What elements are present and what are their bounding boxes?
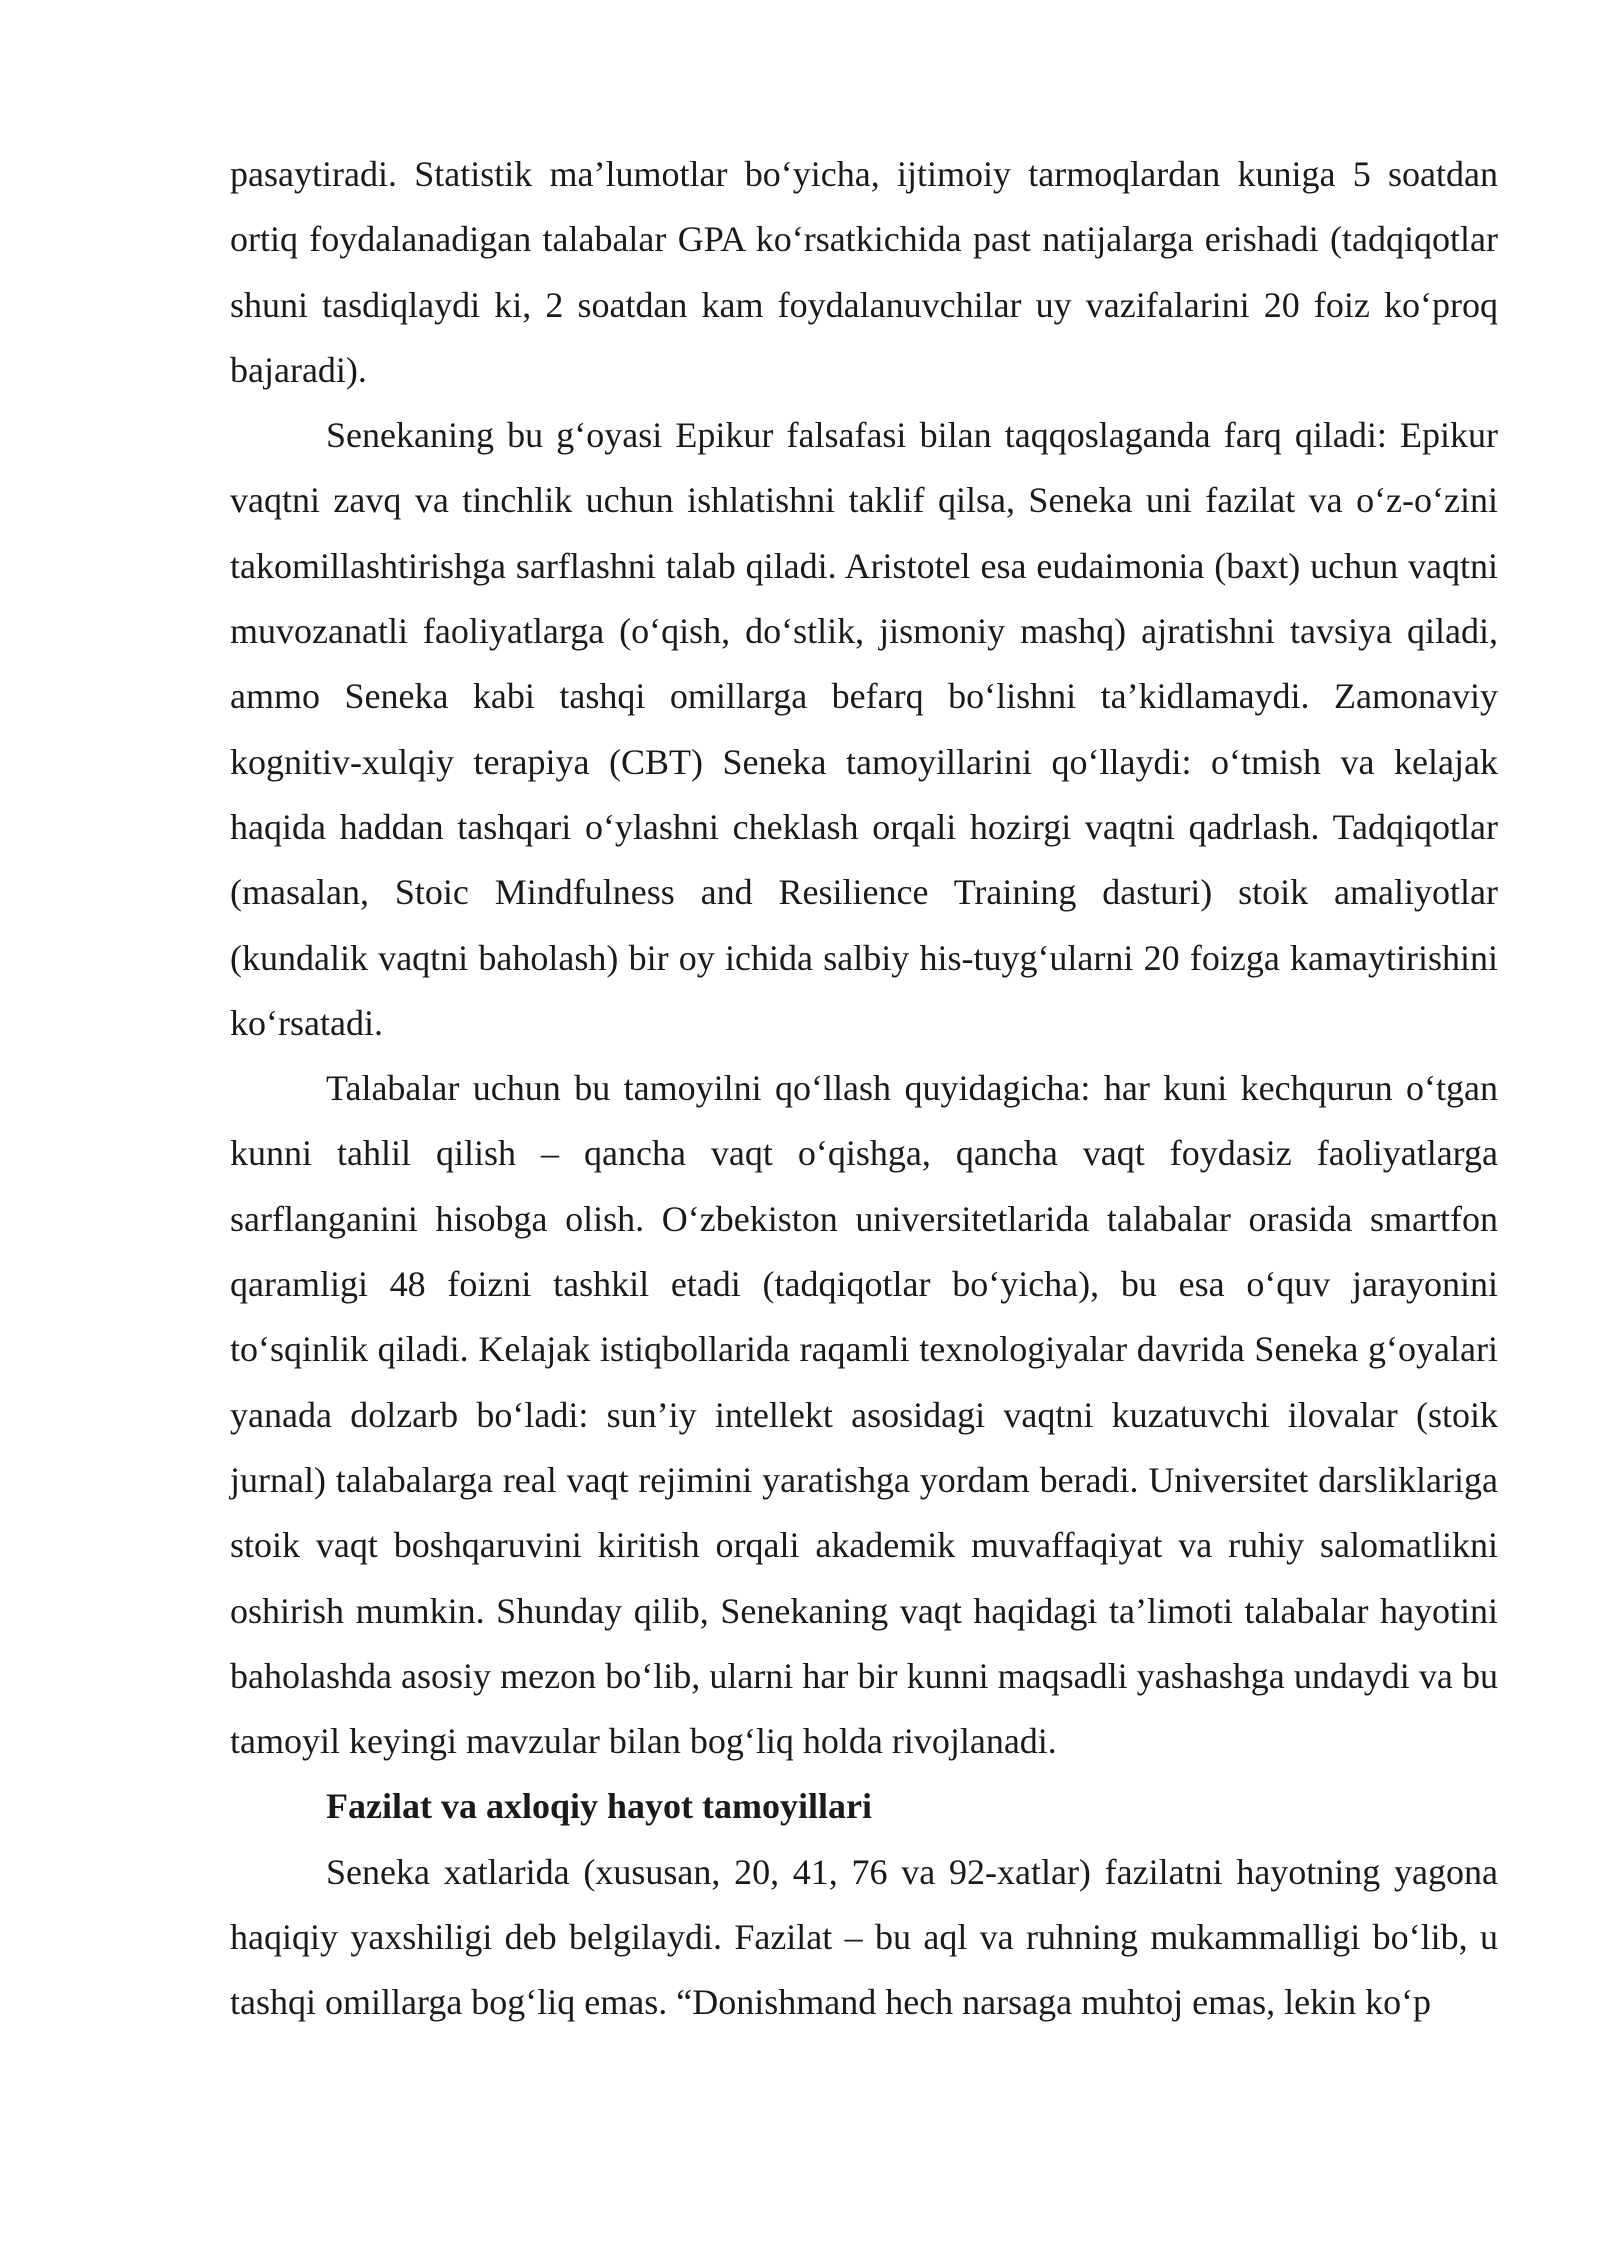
paragraph-virtue: Seneka xatlarida (xususan, 20, 41, 76 va 92-xatlar) fazilatni hayotning yagona haqiqiy yaxshiligi deb belgilaydi. Fazilat – bu aql va ruhning mukammalligi bo‘lib, u tashqi omillarga bog‘liq emas. “Donishmand hech narsaga muhtoj emas, lekin ko‘p bbox=[230, 1851, 1498, 2023]
paragraph-seneca-epicurus: Senekaning bu g‘oyasi Epikur falsafasi bilan taqqoslaganda farq qiladi: Epikur vaqtni zavq va tinchlik uchun ishlatishni taklif qilsa, Seneka uni fazilat va o‘z-o‘zini takomillashtirishga sarflashni talab qiladi. Aristotel esa eudaimonia (baxt) uchun vaqtni muvozanatli faoliyatlarga (o‘qish, do‘stlik, jismoniy mashq) ajratishni tavsiya qiladi, ammo Seneka kabi tashqi omillarga befarq bo‘lishni ta’kidlamaydi. Zamonaviy kognitiv-xulqiy terapiya (CBT) Seneka tamoyillarini qo‘llaydi: o‘tmish va kelajak haqida haddan tashqari o‘ylashni cheklash orqali hozirgi vaqtni qadrlash. Tadqiqotlar (masalan, Stoic Mindfulness and Resilience Training dasturi) stoik amaliyotlar (kundalik vaqtni baholash) bir oy ichida salbiy his-tuyg‘ularni 20 foizga kamaytirishini ko‘rsatadi. bbox=[230, 415, 1498, 1043]
document-page bbox=[230, 142, 1498, 2036]
section-heading: Fazilat va axloqiy hayot tamoyillari bbox=[326, 1786, 872, 1827]
paragraph-students-application: Talabalar uchun bu tamoyilni qo‘llash quyidagicha: har kuni kechqurun o‘tgan kunni tahlil qilish – qancha vaqt o‘qishga, qancha vaqt foydasiz faoliyatlarga sarflanganini hisobga olish. O‘zbekiston universitetlarida talabalar orasida smartfon qaramligi 48 foizni tashkil etadi (tadqiqotlar bo‘yicha), bu esa o‘quv jarayonini to‘sqinlik qiladi. Kelajak istiqbollarida raqamli texnologiyalar davrida Seneka g‘oyalari yanada dolzarb bo‘ladi: sun’iy intellekt asosidagi vaqtni kuzatuvchi ilovalar (stoik jurnal) talabalarga real vaqt rejimini yaratishga yordam beradi. Universitet darsliklariga stoik vaqt boshqaruvini kiritish orqali akademik muvaffaqiyat va ruhiy salomatlikni oshirish mumkin. Shunday qilib, Senekaning vaqt haqidagi ta’limoti talabalar hayotini baholashda asosiy mezon bo‘lib, ularni har bir kunni maqsadli yashashga undaydi va bu tamoyil keyingi mavzular bilan bog‘liq holda rivojlanadi. bbox=[230, 1068, 1498, 1762]
paragraph-continuation: pasaytiradi. Statistik ma’lumotlar bo‘yicha, ijtimoiy tarmoqlardan kuniga 5 soatdan ortiq foydalanadigan talabalar GPA ko‘rsatkichida past natijalarga erishadi (tadqiqotlar shuni tasdiqlaydi ki, 2 soatdan kam foydalanuvchilar uy vazifalarini 20 foiz ko‘proq bajaradi). bbox=[230, 154, 1498, 390]
